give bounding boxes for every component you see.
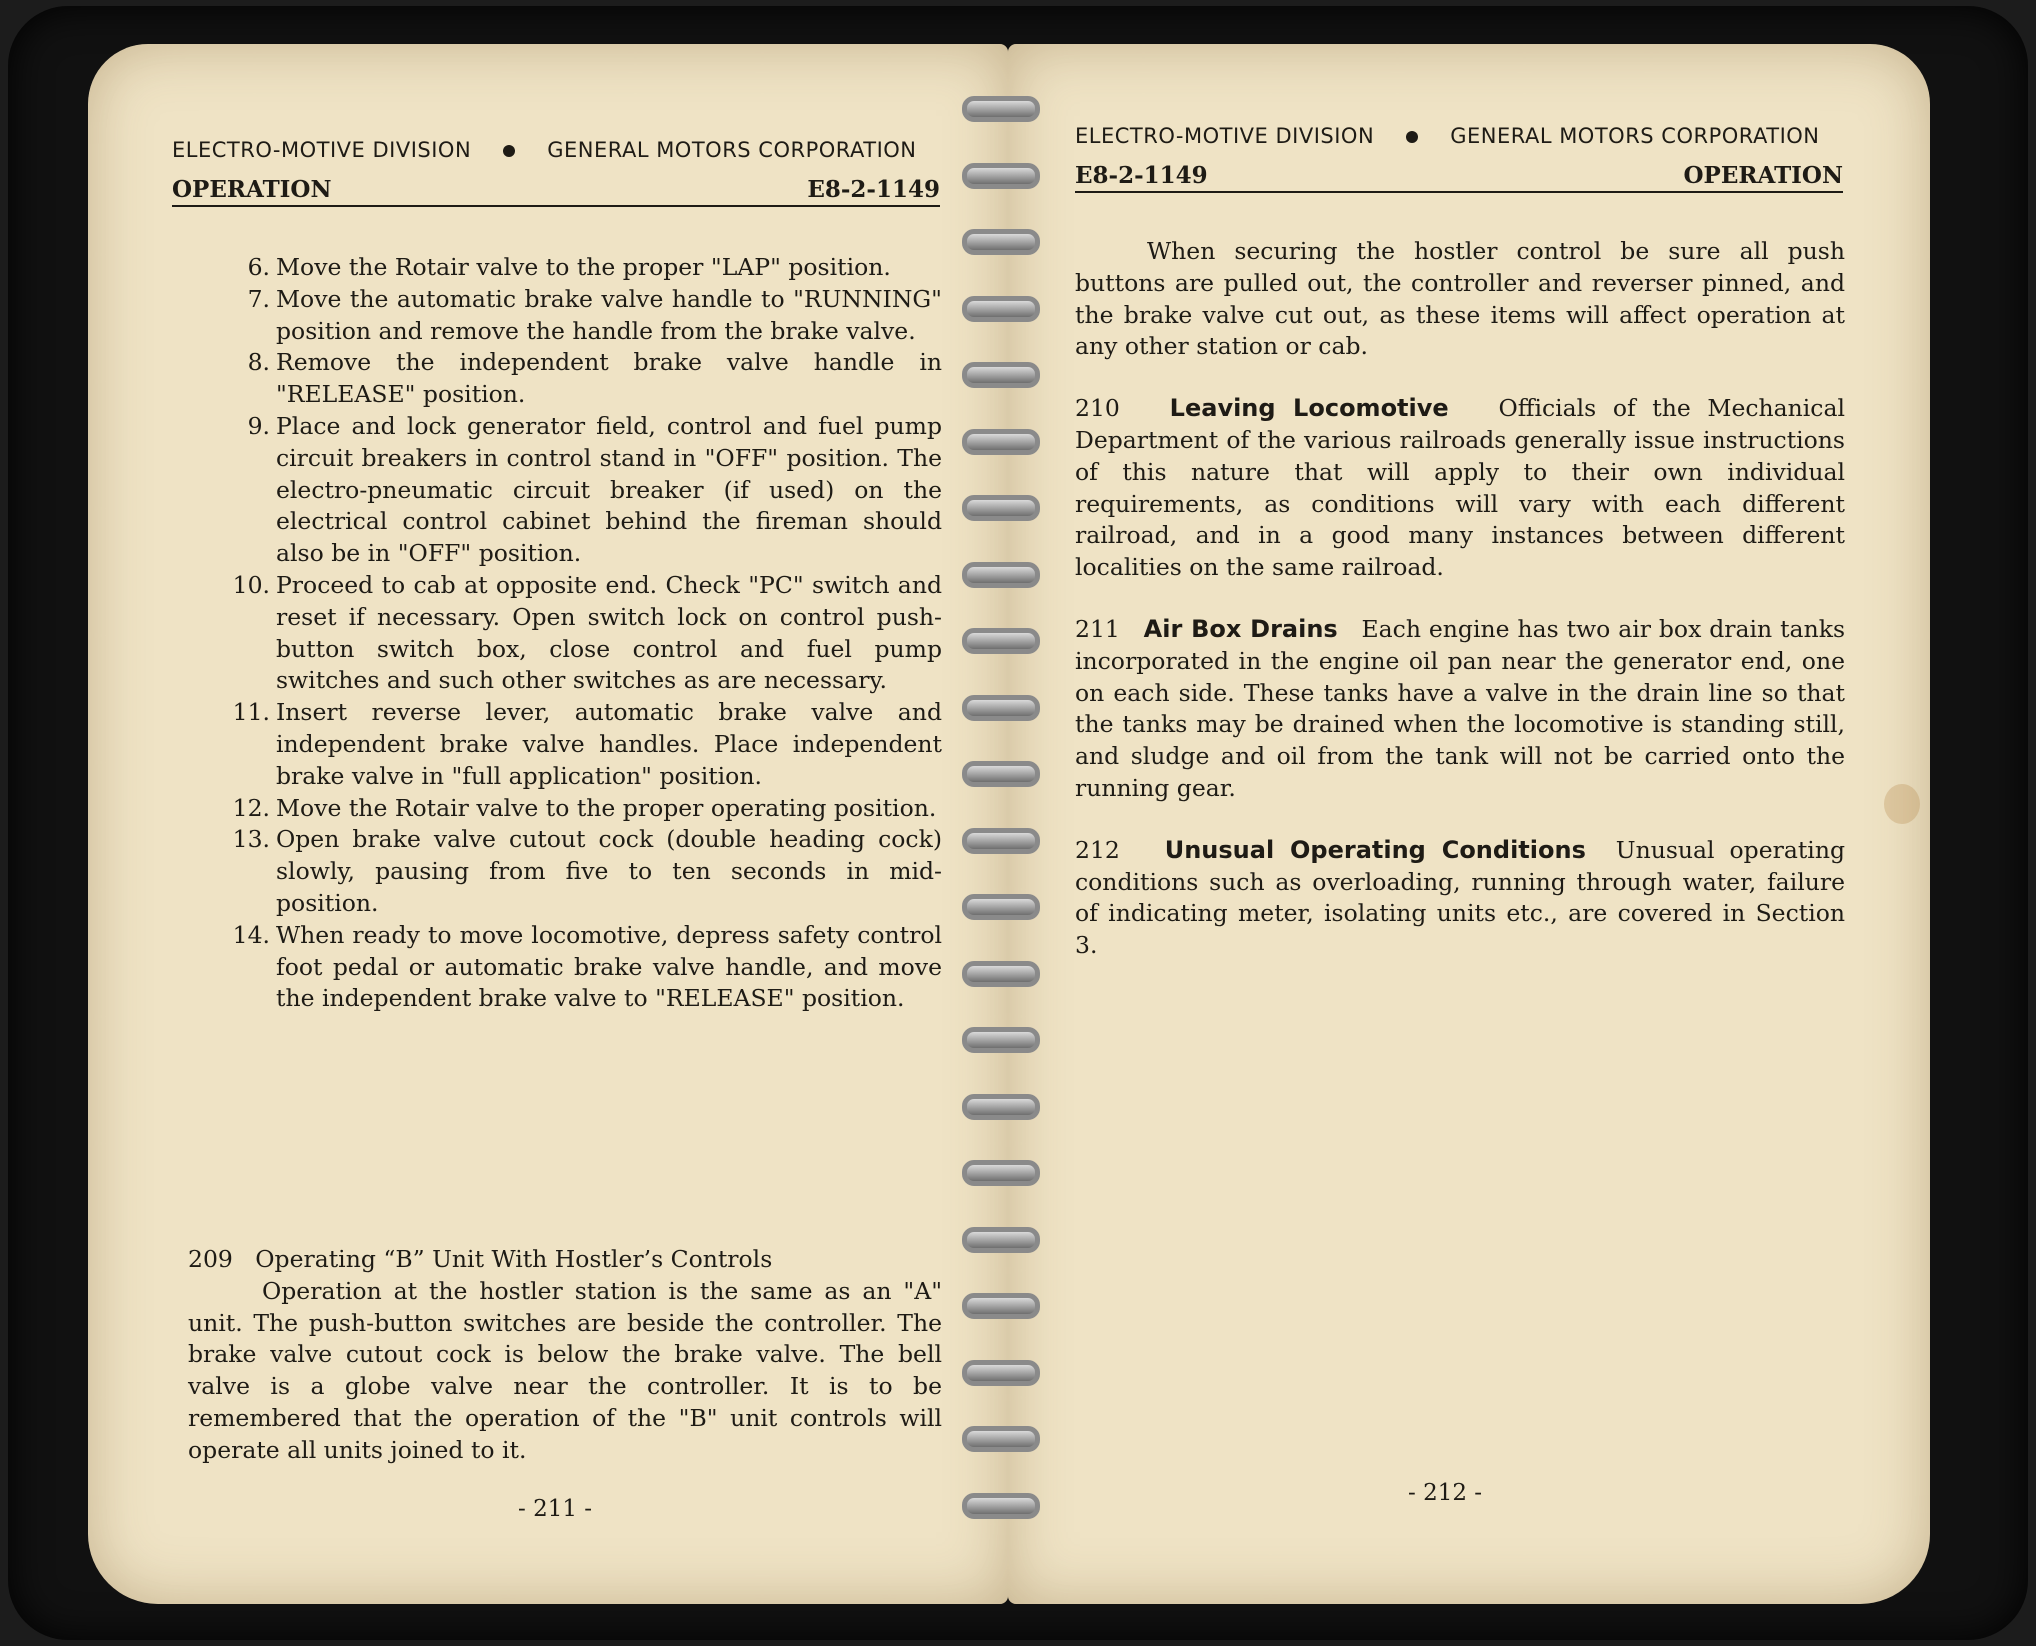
list-item [178,824,942,919]
right-page [1008,44,1930,1604]
section-number: 212 [1075,835,1120,864]
section-number: 209 [188,1245,233,1273]
section-body: Officials of the Mechanical Department of the various railroads generally issue instructions of this nature that will apply to their own individual requirements, as conditions will vary with each different railroad, and in a good many instances between different localities on the same railroad. [1075,394,1845,582]
section-number: 211 [1075,614,1120,643]
corp-name: GENERAL MOTORS CORPORATION [547,138,917,162]
item-text: Move the Rotair valve to the proper "LAP" position. [276,253,891,281]
item-text: Remove the independent brake valve handle in "RELEASE" position. [276,348,942,409]
left-header-line [172,176,940,207]
item-text: Open brake valve cutout cock (double heading cock) slowly, pausing from five to ten seconds in mid-position. [276,825,942,917]
list-item [178,347,942,411]
spiral-ring [962,495,1040,521]
item-number: 13. [232,825,270,854]
spiral-ring [962,1360,1040,1386]
item-text: Insert reverse lever, automatic brake valve and independent brake valve handles. Place independent brake valve in "full application" position. [276,698,942,790]
section-title: Operating “B” Unit With Hostler’s Controls [255,1245,773,1273]
section-body: Unusual operating conditions such as overloading, running through water, failure of indicating meter, isolating units etc., are covered in Section 3. [1075,835,1845,960]
intro-paragraph: When securing the hostler control be sure all push buttons are pulled out, the controller and reverser pinned, and the brake valve cut out, as these items will affect operation at any other station or cab. [1075,237,1845,361]
spiral-ring [962,362,1040,388]
section-body: Each engine has two air box drain tanks incorporated in the engine oil pan near the generator end, one on each side. These tanks have a valve in the drain line so that the tanks may be drained when the locomotive is standing still, and sludge and oil from the tank will not be carried onto the running gear. [1075,614,1846,802]
list-item [178,697,942,792]
org-name: ELECTRO-MOTIVE DIVISION [172,138,472,162]
corp-name: GENERAL MOTORS CORPORATION [1450,124,1820,148]
list-item [178,411,942,570]
spiral-ring [962,163,1040,189]
spiral-ring [962,1493,1040,1519]
left-page [88,44,1008,1604]
item-text: Proceed to cab at opposite end. Check "PC" switch and reset if necessary. Open switch lock on control push-button switch box, close control and fuel pump switches and such other switches as are necessary. [276,570,942,695]
item-text: When ready to move locomotive, depress safety control foot pedal or automatic brake valve handle, and move the independent brake valve to "RELEASE" position. [276,920,942,1013]
item-number: 6. [247,253,270,281]
procedure-list [178,252,942,1015]
spiral-ring [962,894,1040,920]
left-header-org [172,138,917,162]
doc-code: E8-2-1149 [1075,162,1208,189]
bullet-icon [1406,131,1418,143]
section-body: Operation at the hostler station is the same as an "A" unit. The push-button switches are beside the controller. The brake valve cutout cock is below the brake valve. The bell valve is a globe valve near the controller. It is to be remembered that the operation of the "B" unit controls will operate all units joined to it. [188,1276,942,1464]
section-title: Leaving Locomotive [1169,394,1449,423]
item-number: 7. [247,284,270,313]
spiral-ring [962,695,1040,721]
item-text: Move the automatic brake valve handle to "RUNNING" position and remove the handle from the brake valve. [276,284,942,345]
doc-code: E8-2-1149 [807,176,940,203]
spiral-ring [962,628,1040,654]
bullet-icon [503,145,515,157]
org-name: ELECTRO-MOTIVE DIVISION [1075,124,1375,148]
section-label: OPERATION [172,176,332,203]
item-number: 10. [232,570,270,599]
section-title: Unusual Operating Conditions [1164,835,1586,864]
spiral-ring [962,296,1040,322]
item-number: 11. [232,698,270,727]
list-item [178,920,942,1015]
spiral-ring [962,229,1040,255]
spiral-ring [962,562,1040,588]
section-number: 210 [1075,394,1120,423]
spiral-ring [962,96,1040,122]
section-211 [1075,614,1845,805]
spiral-ring [962,429,1040,455]
spiral-ring [962,961,1040,987]
spiral-ring [962,1227,1040,1253]
spiral-binding [962,96,1042,1556]
spiral-ring [962,1094,1040,1120]
spiral-ring [962,1426,1040,1452]
section-210 [1075,393,1845,584]
item-number: 8. [247,348,270,377]
page-number: - 212 - [1408,1480,1483,1506]
section-212 [1075,835,1845,962]
spiral-ring [962,1027,1040,1053]
page-number: - 211 - [518,1496,593,1522]
spiral-ring [962,761,1040,787]
list-item [178,252,942,284]
section-label: OPERATION [1683,162,1843,189]
right-header-line [1075,162,1843,193]
right-header-org [1075,124,1820,148]
item-number: 9. [247,411,270,440]
spiral-ring [962,828,1040,854]
page-stain [1884,784,1920,824]
section-title: Air Box Drains [1143,614,1338,643]
list-item [178,284,942,348]
spiral-ring [962,1293,1040,1319]
right-body [1075,236,1845,962]
spiral-ring [962,1160,1040,1186]
list-item [178,570,942,697]
left-body [178,252,942,1015]
item-number: 14. [232,920,270,949]
list-item [178,793,942,825]
section-209 [188,1244,942,1467]
item-number: 12. [232,793,270,822]
item-text: Place and lock generator field, control and fuel pump circuit breakers in control stand in "OFF" position. The electro-pneumatic circuit breaker (if used) on the electrical control cabinet behind the fireman should also be in "OFF" position. [276,411,942,568]
item-text: Move the Rotair valve to the proper operating position. [276,793,937,822]
